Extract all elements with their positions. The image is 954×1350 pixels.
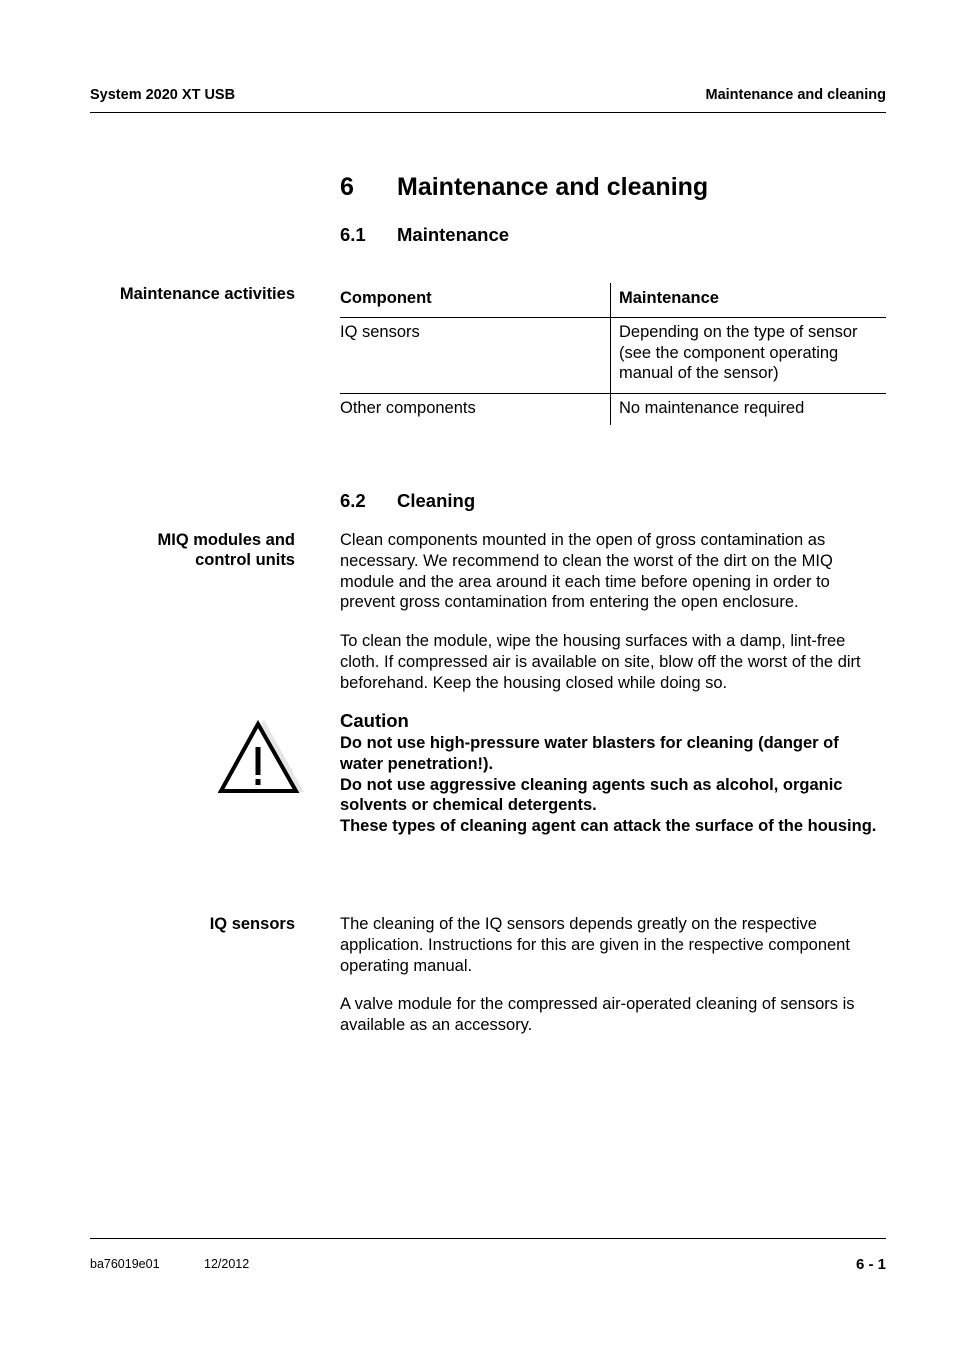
caution-line: These types of cleaning agent can attack the surface of the housing. [340,817,877,836]
column-header-component: Component [340,283,611,317]
section-number: 6.2 [340,490,366,511]
side-label-miq-modules [157,530,295,570]
chapter-heading [340,173,886,205]
header-left-title: System 2020 XT USB [90,87,236,103]
section-title: Cleaning [397,490,476,511]
table-cell: Depending on the type of sensor (see the component operating manual of the sensor) [611,317,887,393]
caution-line: Do not use high-pressure water blasters for cleaning (danger of water penetration!). [340,734,839,773]
section-title: Maintenance [397,224,510,245]
footer-date: 12/2012 [204,1257,250,1271]
iq-paragraph-2: A valve module for the compressed air-operated cleaning of sensors is available as an accessory. [340,995,855,1034]
table-row [340,317,886,393]
table-header-row [340,283,886,317]
side-label-iq-sensors: IQ sensors [209,915,295,933]
chapter-title: Maintenance and cleaning [397,173,709,201]
table-cell: IQ sensors [340,317,611,393]
page-number: 6 - 1 [855,1256,886,1273]
caution-title: Caution [340,710,409,731]
maintenance-table [340,283,886,425]
chapter-number: 6 [340,173,354,201]
miq-paragraph-2: To clean the module, wipe the housing surfaces with a damp, lint-free cloth. If compressed air is available on site, blow off the worst of the dirt beforehand. Keep the housing closed while doing so. [340,632,861,692]
caution-text [340,733,886,837]
miq-paragraph-1: Clean components mounted in the open of gross contamination as necessary. We recommend to clean the worst of the dirt on the MIQ module and the area around it each time before opening in order to prevent gross contamination from entering the open enclosure. [340,531,833,612]
header-right-title: Maintenance and cleaning [705,87,886,103]
header-rule [90,112,886,113]
side-label-line: control units [195,551,295,569]
side-label-maintenance-activities: Maintenance activities [119,285,295,303]
side-label-line: MIQ modules and [157,531,295,549]
footer-rule [90,1238,886,1239]
warning-triangle-icon [218,716,308,798]
column-header-maintenance: Maintenance [611,283,887,317]
section-heading-cleaning [340,490,886,514]
table-cell: No maintenance required [611,394,887,425]
section-heading-maintenance [340,224,886,248]
iq-paragraph-1: The cleaning of the IQ sensors depends greatly on the respective application. Instructions for this are given in the respective component operating manual. [340,915,850,975]
table-row [340,394,886,425]
caution-line: Do not use aggressive cleaning agents such as alcohol, organic solvents or chemical detergents. [340,775,843,815]
table-cell: Other components [340,399,476,418]
footer-doc-id: ba76019e01 [90,1257,160,1271]
section-number: 6.1 [340,224,366,245]
